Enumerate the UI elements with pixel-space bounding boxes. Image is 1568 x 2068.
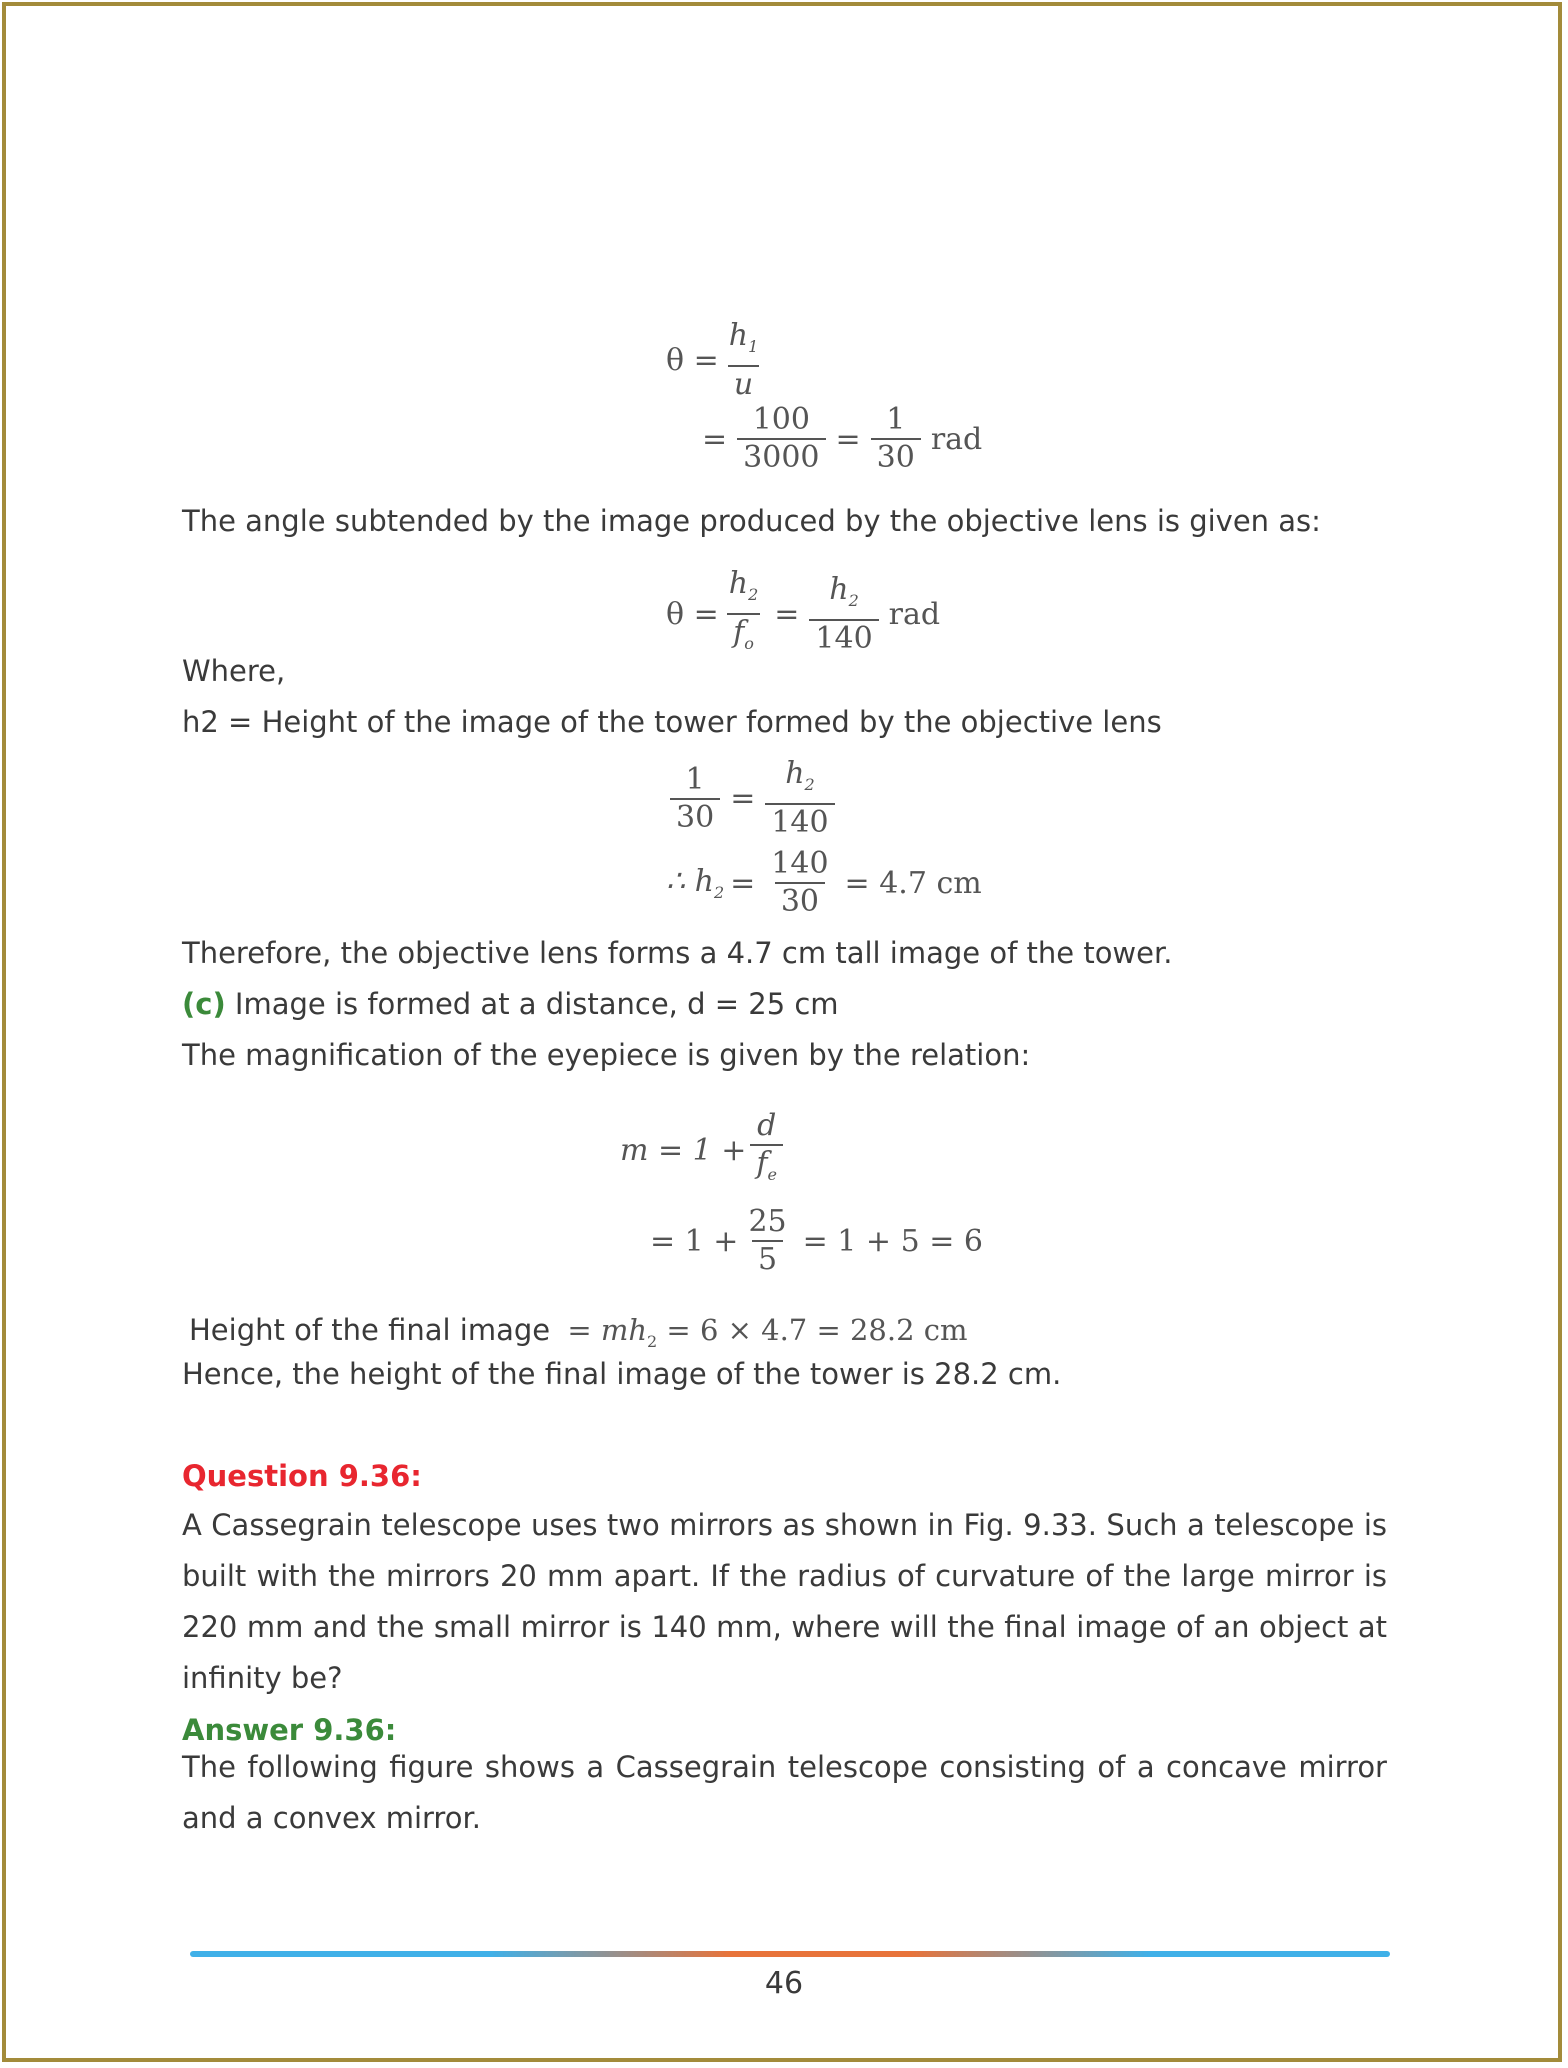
eq3-therefore: ∴ h [666,864,714,899]
eq2-n2-sub: 2 [848,590,859,610]
eq3-therefore-sub: 2 [713,883,725,902]
eq3-frac-140-30 [765,846,834,920]
eq2-n2: h [829,571,849,607]
eq1-h1-sub: 1 [748,337,759,356]
eq2-n1-sub: 2 [748,585,759,604]
eq2-d2: 140 [809,619,878,657]
eq4-n2: 25 [748,1204,787,1239]
eq3-n1: 1 [685,761,705,797]
eq4-frac-d-fe [750,1108,783,1193]
final-height-sub: 2 [647,1331,658,1351]
eq4-d1: f [756,1146,768,1181]
eq3-frac-h2-140 [765,756,834,841]
eq2-d1-sub: o [744,634,754,653]
eq4-line2-lhs: = 1 + [650,1223,739,1259]
final-height-math: = mh [567,1313,648,1347]
eq1-eq2: = [835,421,861,457]
eq3-d2: 140 [765,803,834,841]
eq1-line2-eq: = [702,421,728,457]
eq1-u: u [728,365,759,403]
answer-text: The following figure shows a Cassegrain telescope consisting of a concave mirror and a convex mirror. [182,1750,1387,1835]
eq1-h1: h [728,318,749,353]
question-text: A Cassegrain telescope uses two mirrors as shown in Fig. 9.33. Such a telescope is built with the mirrors 20 mm apart. If the radius of curvature of the large mirror is 220 mm and the small mirror is 140 mm, where will the final image of an object at infinity be? [182,1508,1387,1695]
eq4-line2-rest: = 1 + 5 = 6 [802,1223,983,1259]
eq1-frac-1-30 [871,402,921,476]
eq2-frac-h2-140 [809,572,878,657]
answer-heading: Answer 9.36: [182,1713,397,1747]
eq2-d1: f [733,615,745,650]
page-number: 46 [764,1966,804,2001]
eq4-n1: d [757,1108,777,1143]
eq1-frac-h1-u [723,318,765,403]
eq3-eq: = [730,781,756,816]
part-c-text: Image is formed at a distance, d = 25 cm [225,987,839,1021]
eq3-frac-1-30 [670,762,720,836]
final-height-rest: = 6 × 4.7 = 28.2 cm [657,1313,968,1347]
angle-sentence: The angle subtended by the image produced by the objective lens is given as: [182,504,1321,538]
final-height-label: Height of the final image [189,1313,551,1347]
eq4-frac-25-5 [742,1204,792,1278]
eq1-lhs: θ = [666,343,719,378]
part-c-label: (c) [182,987,226,1021]
eq2-lhs: θ = [666,596,719,632]
eq2-unit: rad [888,596,941,632]
eq3-d3: 30 [775,882,825,920]
eq1-n2: 1 [886,402,906,437]
eq3-result: = 4.7 cm [844,865,982,901]
eq4-d2: 5 [752,1240,783,1278]
magnification-sentence: The magnification of the eyepiece is given by the relation: [182,1038,1031,1072]
eq1-d2: 30 [871,438,921,476]
final-height-line [189,1311,968,1361]
eq3-eq-b: = [730,865,756,901]
eq2-frac-h2-fo [723,566,765,662]
hence-sentence: Hence, the height of the final image of the tower is 28.2 cm. [182,1357,1062,1391]
therefore-sentence: Therefore, the objective lens forms a 4.7 cm tall image of the tower. [182,936,1173,970]
question-heading: Question 9.36: [182,1459,422,1493]
eq4-d1-sub: e [767,1165,777,1184]
eq1-n1: 100 [752,402,810,437]
eq1-unit: rad [930,421,983,457]
eq1-frac-100-3000 [737,402,825,476]
h2-definition: h2 = Height of the image of the tower formed by the objective lens [182,705,1162,739]
eq3-n2-sub: 2 [804,775,815,794]
where-label: Where, [182,654,286,688]
eq3-n2: h [785,756,805,791]
eq4-lhs: m = 1 + [620,1133,747,1168]
part-c-line [182,985,839,1023]
eq1-d1: 3000 [737,438,825,476]
footer-divider [190,1951,1390,1957]
eq2-eq: = [774,596,800,632]
eq2-n1: h [728,566,749,601]
eq3-n3: 140 [771,846,829,881]
eq3-d1: 30 [670,798,720,836]
